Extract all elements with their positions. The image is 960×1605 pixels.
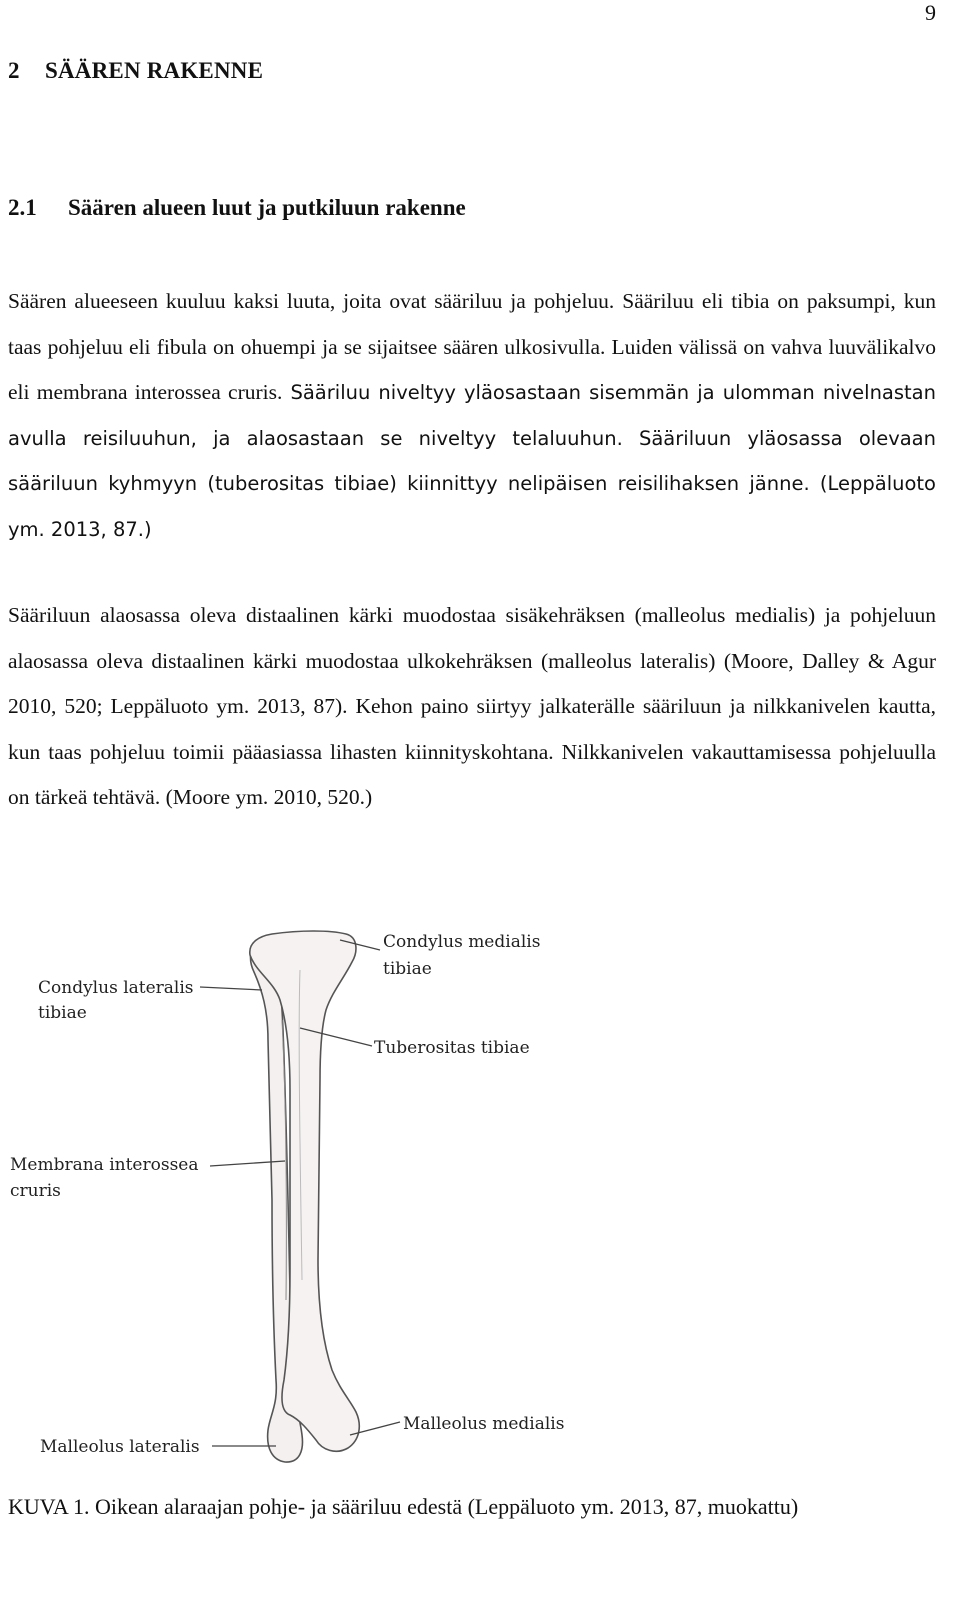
paragraph-2: Sääriluun alaosassa oleva distaalinen kärki muodostaa sisäkehräksen (malleolus medialis) ja pohjeluun alaosassa oleva distaalinen kärki muodostaa ulkokehräksen (malleolus lateralis) (Moore, Dalley & Agur 2010, 520; Leppäluoto ym. 2013, 87). Kehon paino siirtyy jalkaterälle sääriluun ja nilkkanivelen kautta, kun taas pohjeluu toimii pääasiassa lihasten kiinnityskohtana. Nilkkanivelen vakauttamisessa pohjeluulla on tärkeä tehtävä. (Moore ym. 2010, 520.) bbox=[8, 603, 936, 809]
label-malleolus-medialis: Malleolus medialis bbox=[403, 1414, 565, 1434]
label-condylus-lateralis: Condylus lateralis bbox=[38, 978, 194, 998]
paragraph-1-part-4: Sääriluun yläosassa olevaan sääriluun kyhmyyn (tuberositas tibiae) kiinnittyy nelipäisen reisilihaksen jänne. (Leppäluoto ym. 2013, 87.) bbox=[8, 426, 936, 541]
paragraph-1-part-1: Säären alueeseen kuuluu kaksi luuta, joita ovat sääriluu ja pohjeluu. bbox=[8, 289, 615, 313]
chapter-title: SÄÄREN RAKENNE bbox=[45, 58, 264, 83]
paragraph-1-part-2: Sääriluu eli tibia on paksumpi, kun taas pohjeluu eli fibula on ohuempi ja se sijaitsee säären ulkosivulla. Luiden välissä on vahva luuvälikalvo eli membrana interossea cruris. bbox=[8, 289, 936, 404]
page-number: 9 bbox=[925, 0, 936, 25]
label-membrana-interossea: Membrana interossea bbox=[10, 1155, 199, 1175]
label-tuberositas-tibiae: Tuberositas tibiae bbox=[374, 1038, 530, 1058]
paragraph-1 bbox=[8, 279, 936, 552]
bone-figure bbox=[0, 900, 960, 1480]
chapter-number: 2 bbox=[8, 58, 20, 83]
label-condylus-lateralis-tibiae: tibiae bbox=[38, 1003, 87, 1023]
tibia-fibula-illustration bbox=[0, 900, 960, 1480]
label-condylus-medialis: Condylus medialis bbox=[383, 932, 541, 952]
label-condylus-medialis-tibiae: tibiae bbox=[383, 959, 432, 979]
condylus-lateralis-leader bbox=[200, 987, 262, 990]
chapter-heading bbox=[8, 58, 263, 84]
section-number: 2.1 bbox=[8, 195, 37, 220]
label-membrana-cruris: cruris bbox=[10, 1181, 61, 1201]
section-heading bbox=[8, 195, 466, 221]
paragraph-1-part-3: Sääriluu niveltyy yläosastaan sisemmän ja ulomman nivelnastan avulla reisiluuhun, ja alaosastaan se niveltyy telaluuhun. bbox=[8, 381, 936, 450]
label-malleolus-lateralis: Malleolus lateralis bbox=[40, 1437, 200, 1457]
figure-caption: KUVA 1. Oikean alaraajan pohje- ja sääriluu edestä (Leppäluoto ym. 2013, 87, muokattu) bbox=[8, 1494, 799, 1519]
section-title: Säären alueen luut ja putkiluun rakenne bbox=[68, 195, 466, 220]
